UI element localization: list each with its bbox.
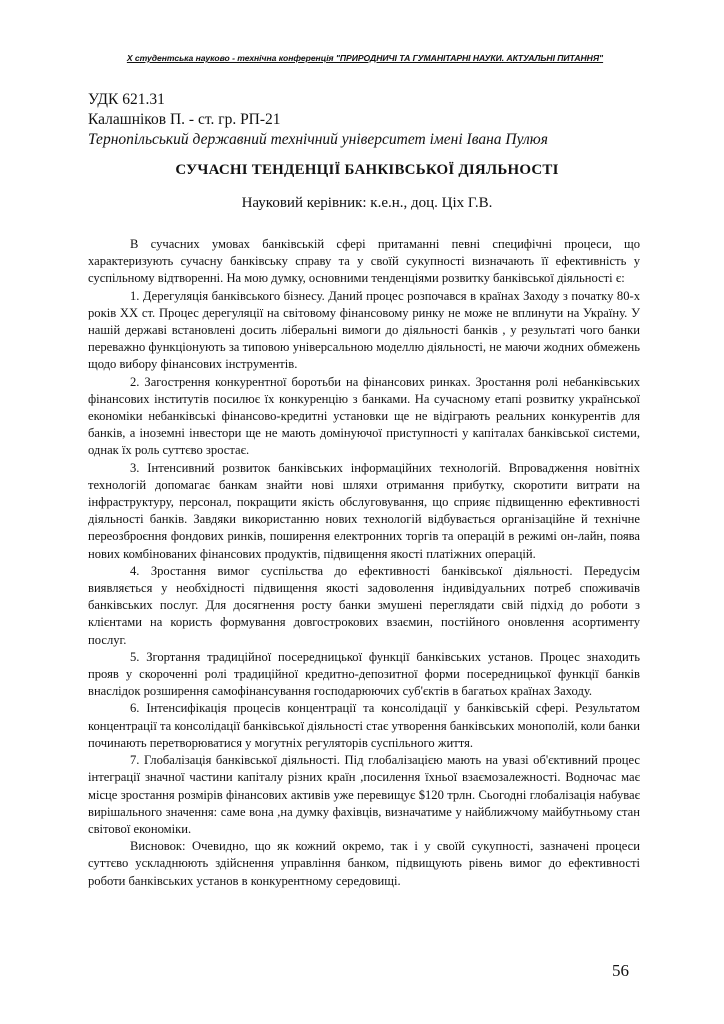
trend-paragraph-1: 1. Дерегуляція банківського бізнесу. Даний процес розпочався в країнах Заходу з початку 80-х років XX ст. Процес дерегуляції на світовому фінансовому ринку не може не вплинути на Україну. У нашій державі встановлені досить ліберальні вимоги до діяльності банків , у результаті чого банки переважно функціонують за типовою універсальною моделлю діяльності, не маючи жодних обмежень щодо вибору фінансових інструментів. <box>88 288 640 372</box>
intro-paragraph: В сучасних умовах банківській сфері притаманні певні специфічні процеси, що характеризують сучасну банківську справу та у своїй сукупності визначають її ефективність у суспільному відтворенні. На мою думку, основними тенденціями розвитку банківської діяльності є: <box>88 237 640 286</box>
trend-paragraph-6: 6. Інтенсифікація процесів концентрації та консолідації у банківській сфері. Результатом концентрації та консолідації банківської діяльності стає утворення банківських монополій, коли банки починають перетворюватися у могутніх регуляторів суспільного життя. <box>88 701 641 750</box>
affiliation-line: Тернопільський державний технічний університет імені Івана Пулюя <box>88 131 548 148</box>
trend-paragraph-2: 2. Загострення конкурентної боротьби на фінансових ринках. Зростання ролі небанківських фінансових інститутів посилює їх конкуренцію з банками. На сучасному етапі розвитку української економіки небанківські фінансово-кредитні установки ще не відіграють реальних конкурентів для банків, а іноземні інвестори ще не мають домінуючої приступності у капіталах банківської системи, однак їх роль суттєво зростає. <box>88 374 640 458</box>
trend-paragraph-7: 7. Глобалізація банківської діяльності. Під глобалізацією мають на увазі об'єктивний процес інтеграції значної частини капіталу різних країн ,посилення їхньої взаємозалежності. Водночас має місце зростання розмірів фінансових активів уже перевищує $120 трлн. Сьогодні глобалізація набуває вирішального значення: саме вона ,на думку фахівців, визначатиме у найближчому майбутньому стан світової економіки. <box>88 753 640 836</box>
trend-paragraph-5: 5. Згортання традиційної посередницької функції банківських установ. Процес знаходить прояв у скороченні ролі традиційної кредитно-депозитної форми посередницької функції банків внаслідок розширення самофінансування господарюючих суб'єктів в багатьох країнах Заходу. <box>88 649 640 699</box>
page-number: 56 <box>612 961 629 980</box>
conclusion-paragraph: Висновок: Очевидно, що як кожний окремо, так і у своїй сукупності, зазначені процеси суттєво ускладнюють здійснення управління банком, підвищують рівень вимог до ефективності роботи банківських установ в конкурентному середовищі. <box>88 839 640 888</box>
trend-paragraph-3: 3. Інтенсивний розвиток банківських інформаційних технологій. Впровадження новітніх технологій допомагає банкам знайти нові шляхи отримання прибутку, скоротити витрати на інфраструктуру, персонал, покращити якість обслуговування, що сприяє підвищенню ефективності діяльності банків. Завдяки використанню нових технологій відбувається організаційне й технічне переозброєння фондових ринків, поширення електронних торгів та операцій в режимі он-лайн, поява нових комбінованих фінансових продуктів, підвищення якості платіжних операцій. <box>88 460 640 561</box>
supervisor-line: Науковий керівник: к.е.н., доц. Ціх Г.В. <box>241 195 493 211</box>
trend-paragraph-4: 4. Зростання вимог суспільства до ефективності банківської діяльності. Передусім виявляється у необхідності підвищення якості задоволення індивідуальних потреб споживачів банківських послуг. Для досягнення росту банки змушені переглядати свій підхід до роботи з клієнтами на користь формування довгострокових взаємин, постійного оновлення асортименту послуг. <box>88 563 640 647</box>
paper-title: СУЧАСНІ ТЕНДЕНЦІЇ БАНКІВСЬКОЇ ДІЯЛЬНОСТІ <box>175 162 559 178</box>
udk-code: УДК 621.31 <box>88 91 165 108</box>
paper-body <box>88 236 640 890</box>
author-line: Калашніков П. - ст. гр. РП-21 <box>88 111 281 128</box>
conference-header: X студентська науково - технічна конференція "ПРИРОДНИЧІ ТА ГУМАНІТАРНІ НАУКИ. АКТУАЛЬНІ ПИТАННЯ" <box>126 53 604 63</box>
